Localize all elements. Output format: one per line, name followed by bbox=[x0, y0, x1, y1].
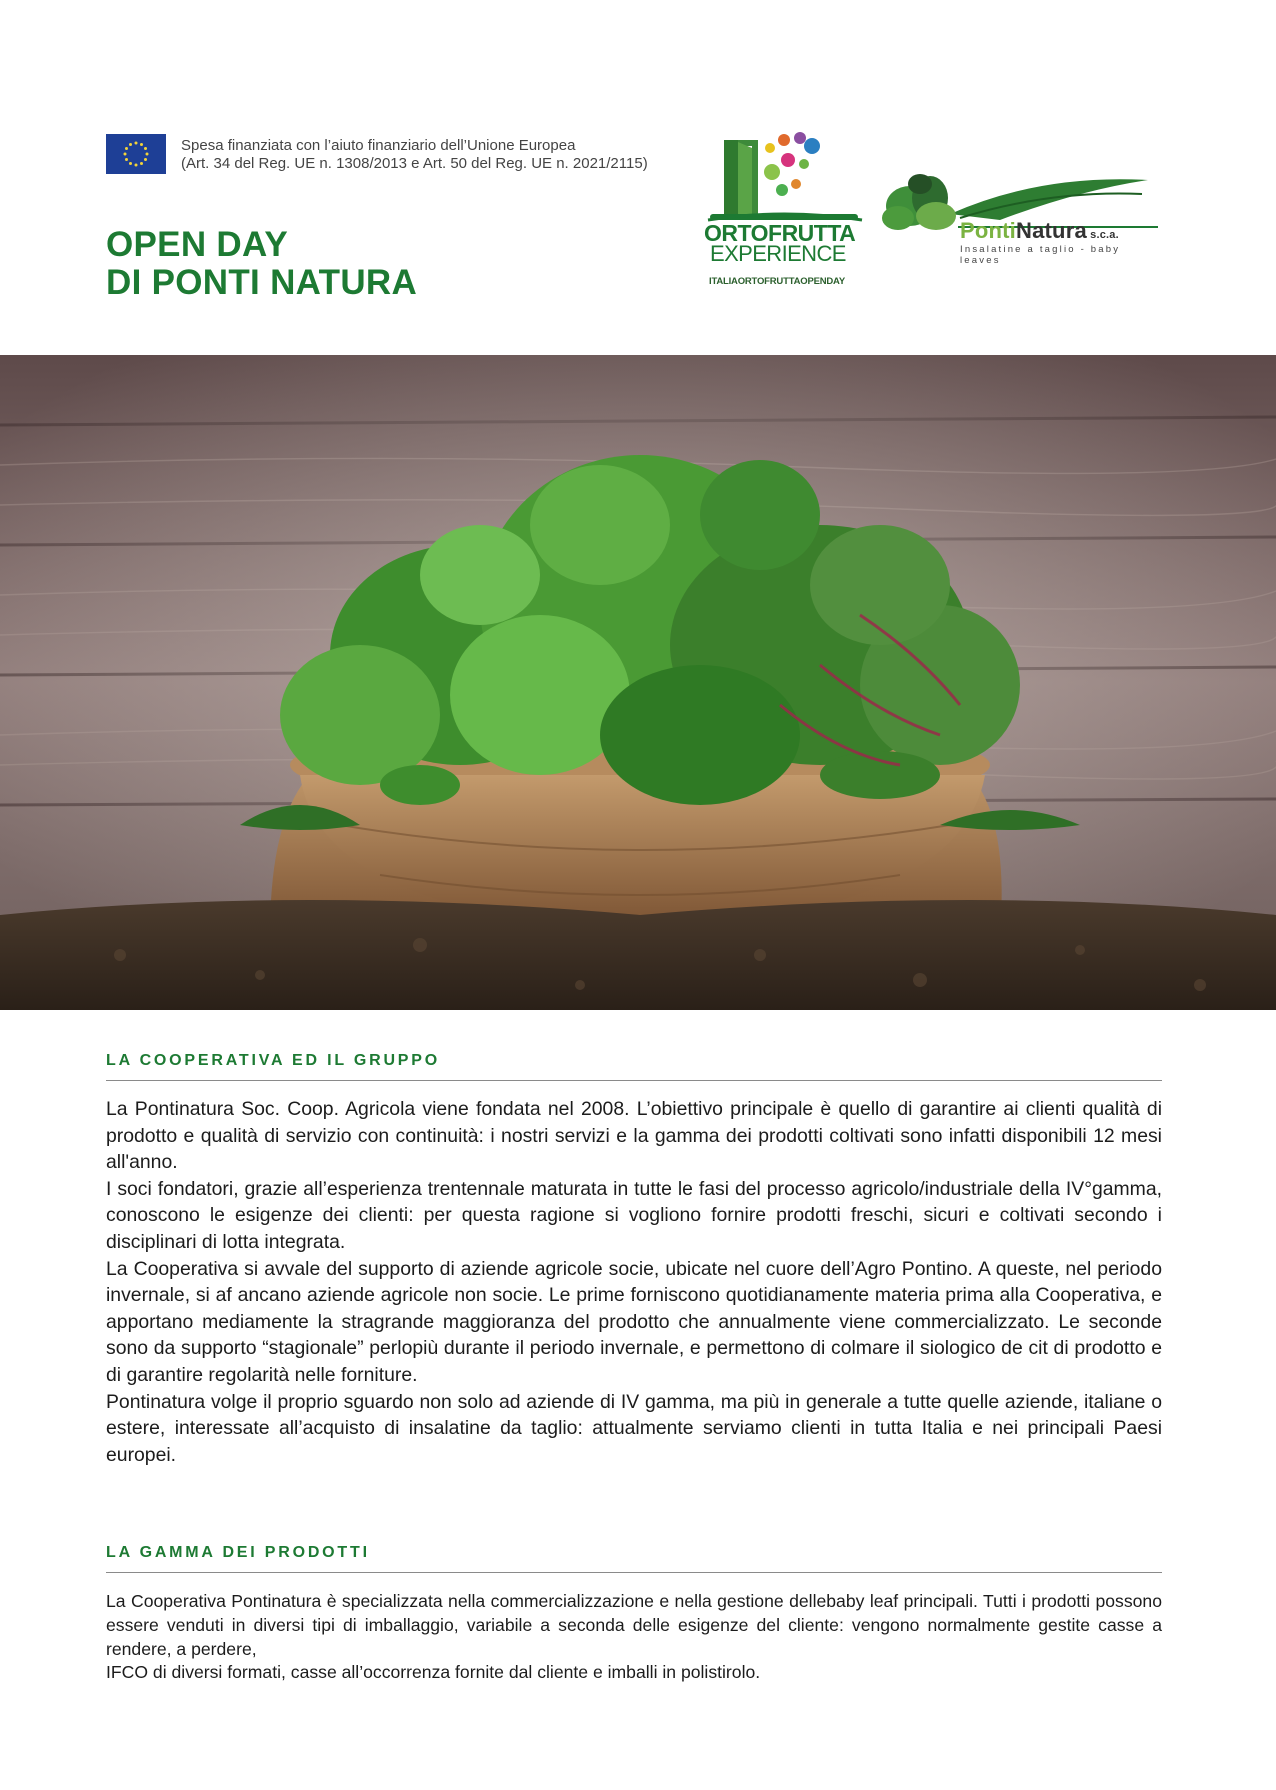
eu-flag-icon bbox=[106, 134, 166, 174]
page-title-line1: OPEN DAY bbox=[106, 225, 288, 264]
paragraph: La Pontinatura Soc. Coop. Agricola viene fondata nel 2008. L’obiettivo principale è quello di garantire ai clienti qualità di prodotto e qualità di servizio con continuità: i nostri servizi e la gamma dei prodotti coltivati sono infatti disponibili 12 mesi all'anno. bbox=[106, 1098, 1162, 1174]
section-heading-cooperativa: LA COOPERATIVA ED IL GRUPPO bbox=[106, 1052, 1162, 1081]
section-body-gamma-prodotti bbox=[106, 1590, 1162, 1685]
brand-ponti: Ponti bbox=[960, 218, 1016, 243]
paragraph: IFCO di diversi formati, casse all’occorrenza fornite dal cliente e imballi in polistirolo. bbox=[106, 1662, 761, 1683]
eu-notice-line1: Spesa finanziata con l’aiuto finanziario dell’Unione Europea bbox=[181, 137, 576, 154]
experience-word: EXPERIENCE bbox=[710, 241, 846, 266]
section-heading-gamma-prodotti: LA GAMMA DEI PRODOTTI bbox=[106, 1544, 1162, 1573]
ponti-natura-brand bbox=[960, 218, 1119, 244]
ponti-natura-tagline: Insalatine a taglio - baby leaves bbox=[960, 244, 1121, 266]
ortofrutta-experience-logo bbox=[700, 128, 870, 296]
eu-notice-line2: (Art. 34 del Reg. UE n. 1308/2013 e Art. 50 del Reg. UE n. 2021/2115) bbox=[181, 155, 648, 172]
section-body-cooperativa bbox=[106, 1096, 1162, 1468]
paragraph: I soci fondatori, grazie all’esperienza trentennale maturata in tutte le fasi del processo agricolo/industriale della IV°gamma, conoscono le esigenze dei clienti: per questa ragione si vogliono fornire prodotti freschi, sicuri e coltivati secondo i disciplinari di lotta integrata. bbox=[106, 1177, 1162, 1253]
brand-sca: s.c.a. bbox=[1086, 229, 1119, 241]
openday-word: ITALIAORTOFRUTTAOPENDAY bbox=[709, 276, 845, 287]
page-title-line2: DI PONTI NATURA bbox=[106, 263, 418, 302]
ponti-natura-logo bbox=[880, 168, 1165, 266]
eu-funding-notice bbox=[106, 134, 648, 174]
brand-natura: Natura bbox=[1016, 218, 1087, 243]
ortofrutta-word: ORTOFRUTTA bbox=[704, 220, 856, 246]
page-title bbox=[106, 226, 417, 302]
hero-salad-bowl-image bbox=[0, 355, 1276, 1010]
paragraph: La Cooperativa Pontinatura è specializzata nella commercializzazione e nella gestione dellebaby leaf principali. Tutti i prodotti possono essere venduti in diversi tipi di imballaggio, variabile a seconda delle esigenze del cliente: vengono normalmente gestite casse a rendere, a perdere, bbox=[106, 1591, 1162, 1659]
paragraph: Pontinatura volge il proprio sguardo non solo ad aziende di IV gamma, ma più in generale a tutte quelle aziende, italiane o estere, interessate all’acquisto di insalatine da taglio: attualmente serviamo clienti in tutta Italia e nei principali Paesi europei. bbox=[106, 1390, 1162, 1466]
paragraph: La Cooperativa si avvale del supporto di aziende agricole socie, ubicate nel cuore dell’Agro Pontino. A queste, nel periodo invernale, si af ancano aziende agricole non socie. Le prime forniscono quotidianamente materia prima alla Cooperativa, e apportano mediamente la stragrande maggioranza del prodotto che annualmente viene commercializzato. Le seconde sono da supporto “stagionale” perlopiù durante il periodo invernale, e permettono di colmare il siologico de cit di prodotto e di garantire regolarità nelle forniture. bbox=[106, 1257, 1162, 1386]
